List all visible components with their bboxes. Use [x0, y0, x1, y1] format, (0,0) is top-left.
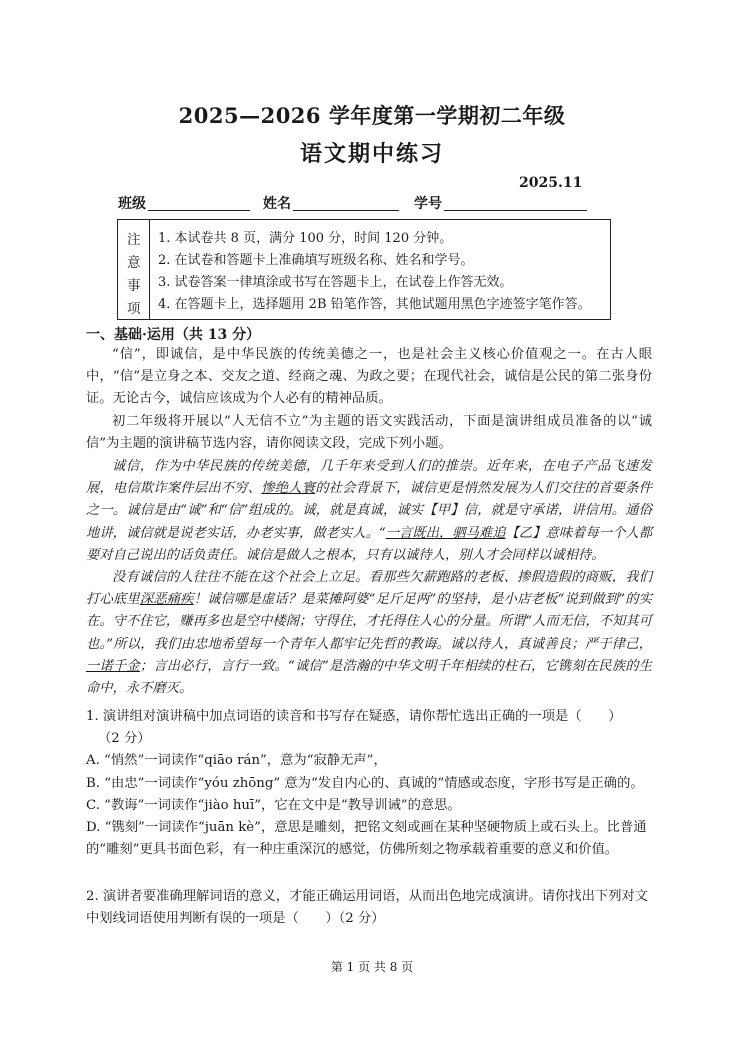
- intro-paragraph: 初二年级将开展以“人无信不立”为主题的语文实践活动，下面是演讲组成员准备的以“诚信”为主题的演讲稿节选内容，请你阅读文段，完成下列小题。: [86, 414, 652, 452]
- page-footer: 第 1 页 共 8 页: [330, 960, 414, 974]
- speech-text: 【乙】意味着每一个人都要对自己说出的话负责任。诚信是做人之根本，只有以诚待人，别人才会同样以诚相待。: [86, 525, 653, 563]
- section-heading: 一、基础·运用（共 13 分）: [86, 327, 261, 343]
- intro-paragraph: “信”，即诚信，是中华民族的传统美德之一，也是社会主义核心价值观之一。在古人眼中，“信”是立身之本、交友之道、经商之魂、为政之要；在现代社会，诚信是公民的第二张身份证。无论古今，诚信应该成为个人必有的精神品质。: [86, 347, 652, 407]
- name-label: 姓名: [263, 196, 291, 212]
- notes-side-char: 意: [127, 255, 141, 271]
- question-1: [86, 706, 652, 861]
- question-1-score: （2 分）: [98, 731, 151, 747]
- notes-list: [158, 228, 591, 316]
- option-a[interactable]: A. “悄然”一词读作“qiāo rán”，意为“寂静无声”，: [86, 753, 387, 769]
- notes-item: 1. 本试卷共 8 页，满分 100 分，时间 120 分钟。: [158, 231, 453, 246]
- underlined-word: 一言既出，驷马难追: [385, 525, 506, 541]
- speech-text: 诚信，作为中华民族的传统美德，几千年来受到人们的推崇。近年来，在电子产品飞速发展，电信欺诈案件层出不穷、: [86, 459, 652, 497]
- notes-item: 4. 在答题卡上，选择题用 2B 铅笔作答，其他试题用黑色字迹签字笔作答。: [158, 297, 591, 312]
- option-d[interactable]: D. “镌刻”一词读作“juān kè”，意思是雕刻，把铭文刻或画在某种坚硬物质上或石头上。比普通的“雕刻”更具书面色彩，有一种庄重深沉的感觉，仿佛所刻之物承载着重要的意义和价值。: [86, 820, 647, 858]
- speech-paragraph: [86, 456, 652, 567]
- id-blank[interactable]: [444, 210, 587, 211]
- underlined-word: 一诺千金: [86, 658, 140, 674]
- exam-subtitle: 语文期中练习: [299, 141, 444, 167]
- notes-box: [117, 219, 611, 320]
- notes-side-char: 事: [127, 278, 141, 294]
- speech-text: 没有诚信的人往往不能在这个社会上立足。看那些欠薪跑路的老板、掺假造假的商贩，我们打心底里: [86, 570, 652, 608]
- question-1-stem: 1. 演讲组对演讲稿中加点词语的读音和书写存在疑惑，请你帮忙选出正确的一项是（ ）: [86, 709, 622, 724]
- class-blank[interactable]: [148, 210, 250, 211]
- underlined-word: 惨绝人寰: [261, 481, 316, 497]
- speech-text: ；言出必行，言行一致。“诚信”是浩瀚的中华文明千年相续的柱石，它镌刻在民族的生命中，永不磨灭。: [86, 658, 652, 697]
- question-2-stem: 2. 演讲者要准确理解词语的意义，才能正确运用词语，从而出色地完成演讲。请你找出下列对文中划线词语使用判断有误的一项是（ ）（2 分）: [86, 889, 649, 927]
- notes-item: 3. 试卷答案一律填涂或书写在答题卡上，在试卷上作答无效。: [158, 275, 513, 290]
- id-label: 学号: [414, 196, 442, 212]
- class-label: 班级: [118, 196, 146, 212]
- notes-side-char: 注: [127, 232, 141, 248]
- name-blank[interactable]: [293, 210, 399, 211]
- notes-item: 2. 在试卷和答题卡上准确填写班级名称、姓名和学号。: [158, 253, 474, 268]
- speech-text: ！诚信哪是虚话？是菜摊阿婆“足斤足两”的坚持，是小店老板“说到做到”的实在。守不住它，赚再多也是空中楼阁；守得住，才托得住人心的分量。所谓“人而无信，不知其可也。”所以，我们由忠地希望每一个青年人都牢记先哲的教诲。诚以待人，真诚善良；严于律己，: [86, 592, 653, 652]
- notes-side-label: [118, 220, 150, 319]
- speech-text: 的社会背景下，诚信更是悄然发展为人们交往的首要条件之一。诚信是由“诚”和“信”组成的。诚，就是真诚，诚实【甲】信，就是守承诺，讲信用。通俗地讲，诚信就是说老实话，办老实事，做老实人。“: [86, 481, 653, 541]
- exam-date: 2025.11: [519, 175, 583, 191]
- notes-side-char: 项: [127, 301, 141, 317]
- option-c[interactable]: C. “教诲”一词读作“jiào huī”，它在文中是“教导训诫”的意思。: [86, 797, 461, 813]
- speech-paragraph: [86, 567, 652, 700]
- option-b[interactable]: B. “由忠”一词读作“yóu zhōng” 意为“发自内心的、真诚的”情感或态度，字形书写是正确的。: [86, 775, 644, 791]
- exam-title: 2025—2026 学年度第一学期初二年级: [178, 103, 566, 128]
- underlined-word: 深恶痛疾: [139, 592, 194, 608]
